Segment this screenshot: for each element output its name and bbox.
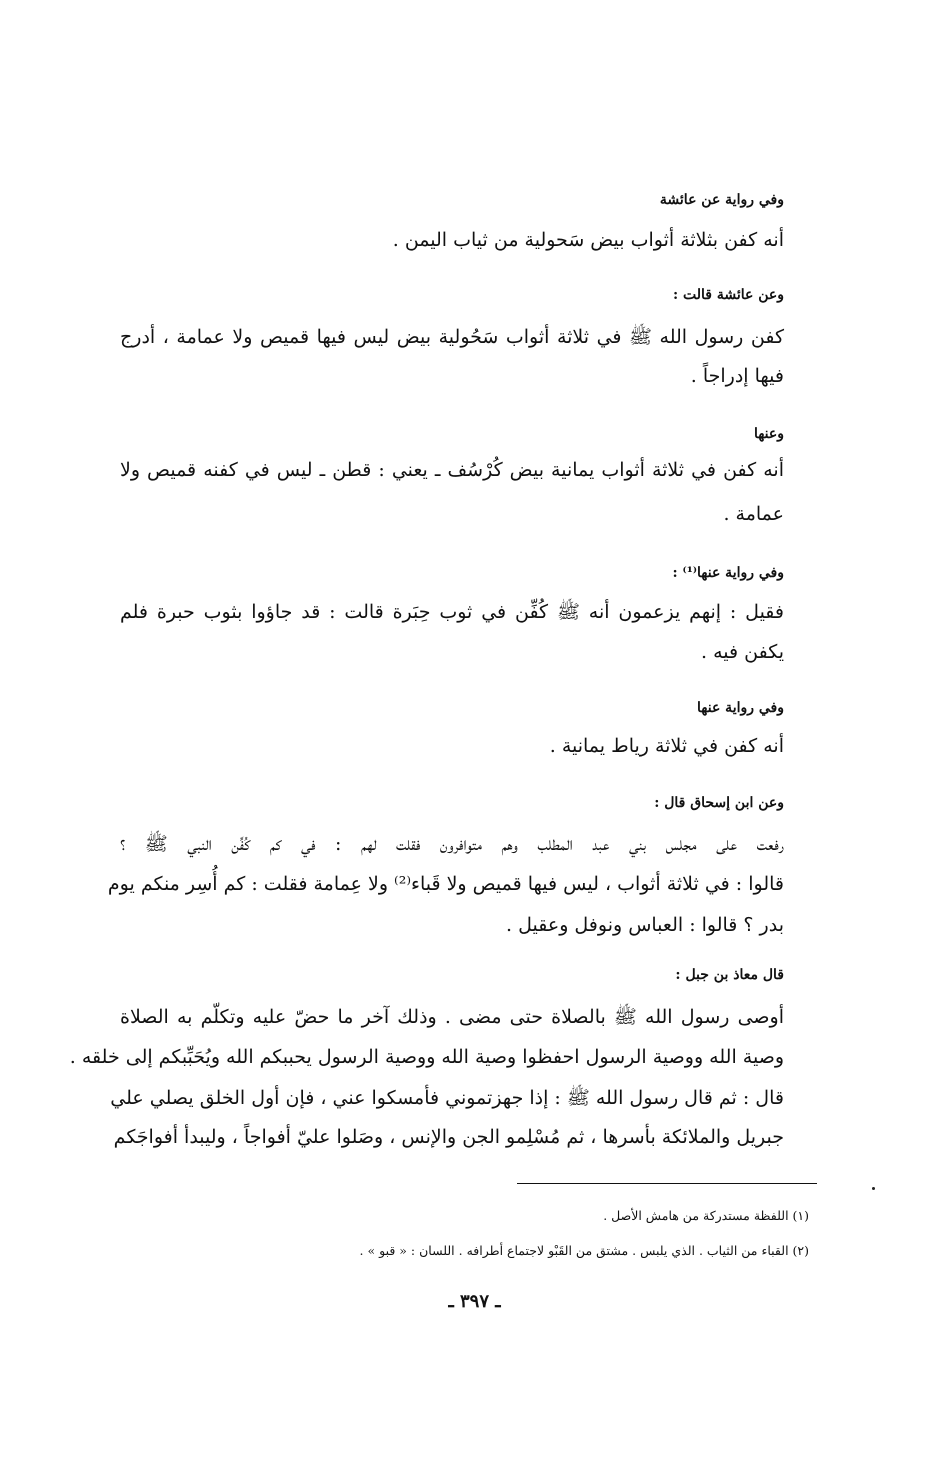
section-heading: وفي رواية عنها: [697, 700, 784, 716]
text-line: عمامة .: [723, 503, 784, 525]
text-line: أوصى رسول الله ﷺ بالصلاة حتى مضى . وذلك آخر ما حضّ عليه وتكلّم به الصلاة: [120, 1006, 784, 1028]
section-heading: قال معاذ بن جبل :: [675, 967, 784, 983]
text-line: أنه كفن في ثلاثة أثواب يمانية بيض كُرْسُف ـ يعني : قطن ـ ليس في كفنه قميص ولا: [120, 459, 784, 481]
section-heading: وعن ابن إسحاق قال :: [654, 795, 784, 811]
text-line: يكفن فيه .: [701, 641, 784, 663]
text-line: قالوا : في ثلاثة أثواب ، ليس فيها قميص ولا قَباء⁽²⁾ ولا عِمامة فقلت : كم أُسِر منكم يوم: [107, 873, 784, 895]
section-heading: وفي رواية عن عائشة: [659, 192, 784, 208]
stray-dot: [872, 1187, 875, 1190]
section-heading: وعن عائشة قالت :: [672, 287, 784, 303]
text-line: بدر ؟ قالوا : العباس ونوفل وعقيل .: [506, 914, 784, 936]
section-heading: وعنها: [753, 426, 784, 442]
text-line: فقيل : إنهم يزعمون أنه ﷺ كُفِّن في ثوب حِبَرة قالت : قد جاؤوا بثوب حبرة فلم: [120, 601, 784, 623]
text-line: وصية الله ووصية الرسول احفظوا وصية الله ووصية الرسول يحببكم الله ويُحَبِّبكم إلى خلقه .: [69, 1046, 784, 1068]
text-line: أنه كفن في ثلاثة رياط يمانية .: [549, 735, 784, 757]
section-heading: وفي رواية عنها⁽¹⁾ :: [672, 565, 784, 581]
page-number: ـ ٣٩٧ ـ: [448, 1291, 501, 1312]
text-line: قال : ثم قال رسول الله ﷺ : إذا جهزتموني فأمسكوا عني ، فإن أول الخلق يصلي علي: [110, 1087, 784, 1109]
text-line: كفن رسول الله ﷺ في ثلاثة أثواب سَحُولية بيض ليس فيها قميص ولا عمامة ، أدرج: [120, 326, 784, 348]
text-line: أنه كفن بثلاثة أثواب بيض سَحولية من ثياب اليمن .: [392, 229, 784, 251]
footnote: (١) اللفظة مستدركة من هامش الأصل .: [603, 1208, 809, 1223]
footnote-divider: [517, 1183, 817, 1184]
text-line: جبريل والملائكة بأسرها ، ثم مُسْلِمو الجن والإنس ، وصَلوا عليّ أفواجاً ، وليبدأ أفواجَكم: [113, 1126, 784, 1148]
footnote: (٢) القباء من الثياب . الذي يلبس . مشتق من القَبْو لاجتماع أطرافه . اللسان : « قبو » .: [359, 1243, 809, 1258]
text-line: رفعت على مجلس بني عبد المطلب وهم متوافرون فقلت لهم : في كم كُفِّن النبي ﷺ ؟: [120, 833, 784, 855]
text-line: فيها إدراجاً .: [690, 365, 784, 387]
